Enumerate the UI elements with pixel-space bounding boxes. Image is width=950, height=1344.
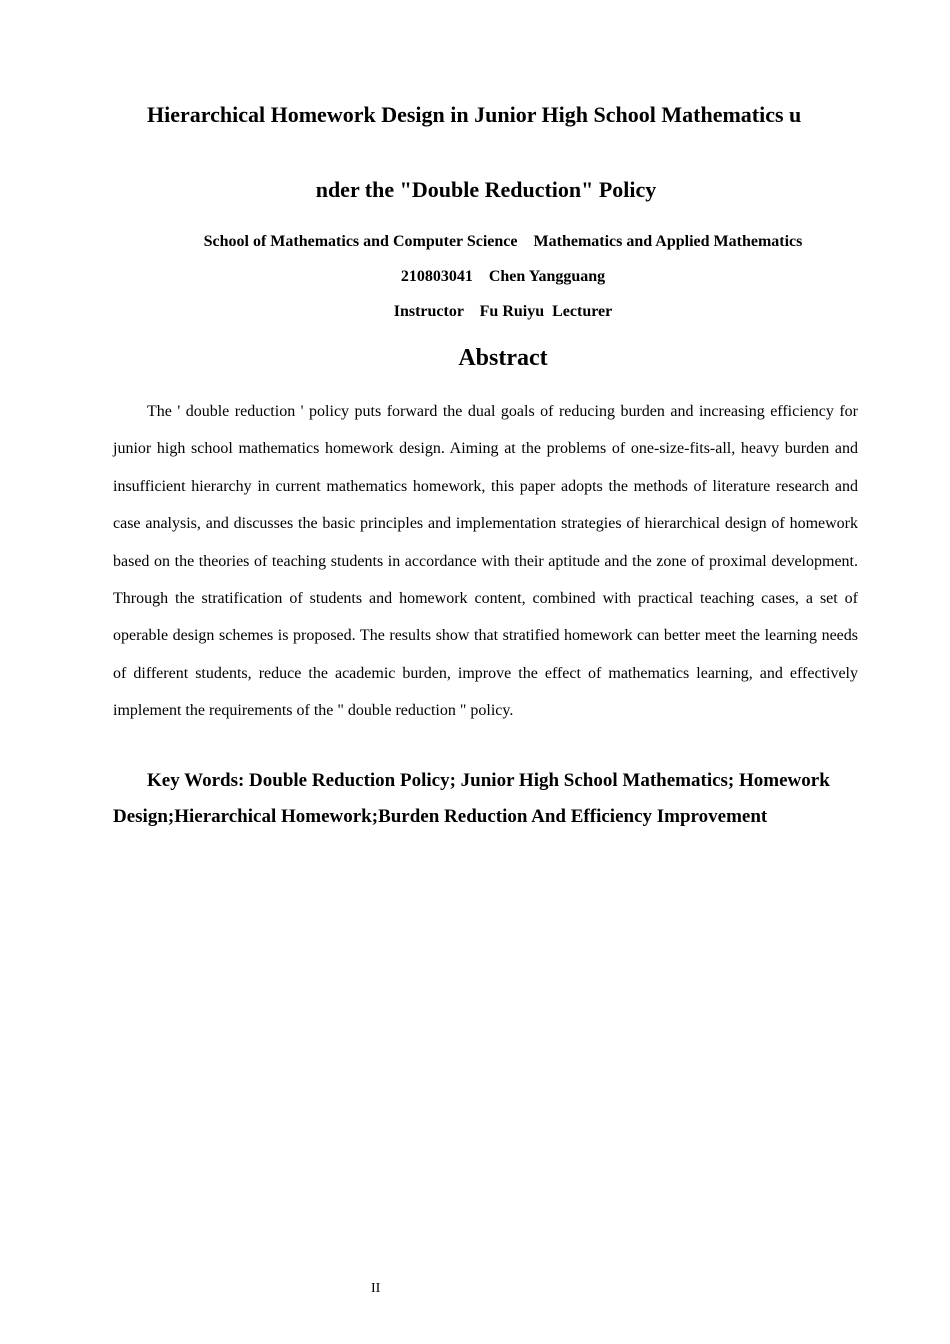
keywords-paragraph: Key Words: Double Reduction Policy; Junior High School Mathematics; Homework Design;Hierarchical Homework;Burden Reduction And Efficiency Improvement [113, 770, 830, 827]
page-number: II [371, 1281, 381, 1296]
abstract-body: The ' double reduction ' policy puts forward the dual goals of reducing burden and increasing efficiency for junior high school mathematics homework design. Aiming at the problems of one-size-fits-all, heavy burden and insufficient hierarchy in current mathematics homework, this paper adopts the methods of literature research and case analysis, and discusses the basic principles and implementation strategies of hierarchical design of homework based on the theories of teaching students in accordance with their aptitude and the zone of proximal development. Through the stratification of students and homework content, combined with practical teaching cases, a set of operable design schemes is proposed. The results show that stratified homework can better meet the learning needs of different students, reduce the academic burden, improve the effect of mathematics learning, and effectively implement the requirements of the " double reduction " policy. [113, 403, 858, 720]
instructor-line: Instructor Fu Ruiyu Lecturer [393, 303, 613, 320]
student-line: 210803041 Chen Yangguang [400, 268, 606, 285]
abstract-heading: Abstract [458, 345, 548, 371]
title-line-2: nder the "Double Reduction" Policy [315, 177, 657, 202]
title-line-1: Hierarchical Homework Design in Junior High School Mathematics u [147, 102, 802, 127]
affiliation-line: School of Mathematics and Computer Science Mathematics and Applied Mathematics [203, 233, 803, 250]
